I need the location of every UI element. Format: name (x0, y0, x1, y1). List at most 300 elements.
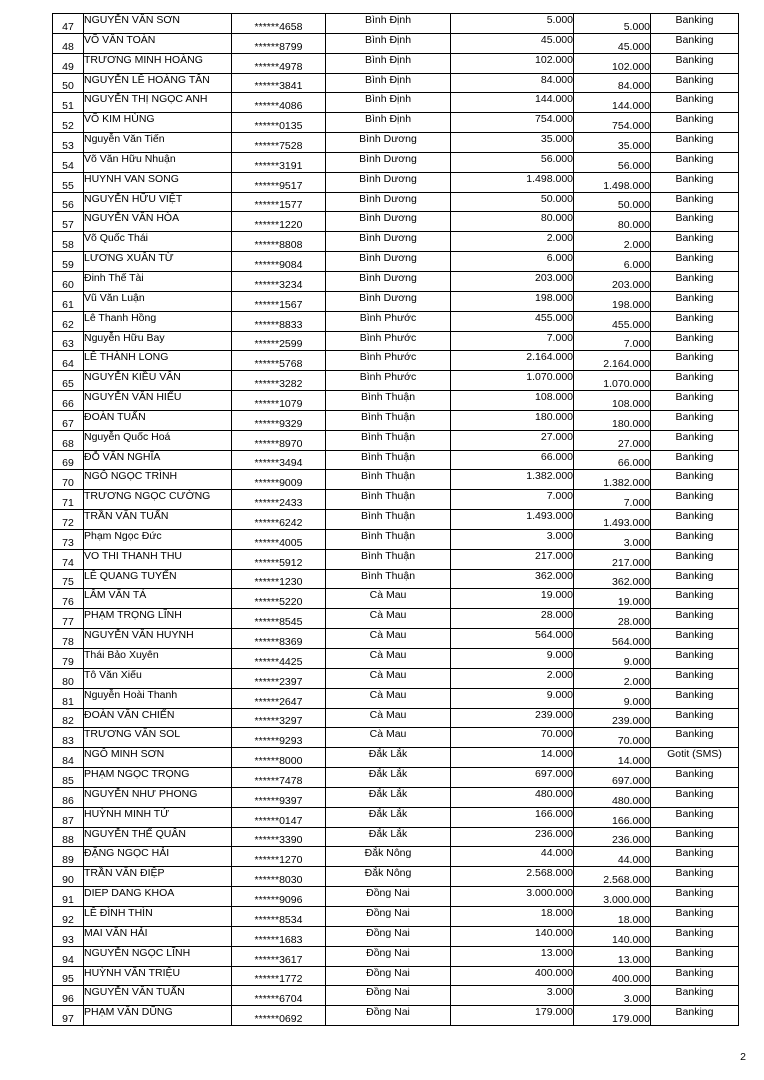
amount-cell: 9.000 (451, 688, 574, 708)
account-number-cell: ******3841 (232, 73, 326, 93)
payment-method-cell: Banking (651, 371, 739, 391)
donor-name-cell: LÊ QUANG TUYẾN (84, 569, 232, 589)
amount-total-cell: 6.000 (574, 252, 651, 272)
payment-method-cell: Banking (651, 510, 739, 530)
table-row (53, 152, 739, 172)
amount-total-cell: 2.000 (574, 232, 651, 252)
amount-cell: 3.000 (451, 986, 574, 1006)
table-row (53, 410, 739, 430)
account-number-cell: ******7478 (232, 768, 326, 788)
row-number-cell: 77 (53, 609, 84, 629)
donor-name-cell: PHẠM TRỌNG LĨNH (84, 609, 232, 629)
table-row (53, 53, 739, 73)
account-number-cell: ******3234 (232, 271, 326, 291)
province-cell: Bình Phước (326, 331, 451, 351)
donor-name-cell: VÕ VĂN TOÀN (84, 33, 232, 53)
amount-cell: 455.000 (451, 311, 574, 331)
donor-name-cell: Nguyễn Hữu Bay (84, 331, 232, 351)
amount-cell: 217.000 (451, 549, 574, 569)
table-row (53, 192, 739, 212)
account-number-cell: ******1079 (232, 391, 326, 411)
payment-method-cell: Banking (651, 93, 739, 113)
table-row (53, 271, 739, 291)
province-cell: Bình Dương (326, 192, 451, 212)
amount-total-cell: 14.000 (574, 748, 651, 768)
province-cell: Cà Mau (326, 649, 451, 669)
donor-name-cell: HUYNH VAN SONG (84, 172, 232, 192)
province-cell: Bình Thuận (326, 549, 451, 569)
province-cell: Bình Thuận (326, 490, 451, 510)
province-cell: Bình Phước (326, 311, 451, 331)
amount-total-cell: 3.000 (574, 986, 651, 1006)
donor-name-cell: Phạm Ngọc Đức (84, 529, 232, 549)
amount-cell: 166.000 (451, 807, 574, 827)
province-cell: Cà Mau (326, 629, 451, 649)
account-number-cell: ******4658 (232, 14, 326, 34)
donor-name-cell: NGUYỄN VĂN HUYNH (84, 629, 232, 649)
account-number-cell: ******9517 (232, 172, 326, 192)
account-number-cell: ******9293 (232, 728, 326, 748)
account-number-cell: ******2397 (232, 668, 326, 688)
table-row (53, 133, 739, 153)
amount-total-cell: 179.000 (574, 1006, 651, 1026)
table-row (53, 470, 739, 490)
table-row (53, 311, 739, 331)
province-cell: Bình Thuận (326, 410, 451, 430)
payment-method-cell: Banking (651, 768, 739, 788)
account-number-cell: ******9329 (232, 410, 326, 430)
table-row (53, 946, 739, 966)
amount-total-cell: 9.000 (574, 688, 651, 708)
donor-name-cell: TRƯƠNG NGỌC CƯỜNG (84, 490, 232, 510)
province-cell: Đắk Nông (326, 867, 451, 887)
payment-method-cell: Banking (651, 847, 739, 867)
payment-method-cell: Banking (651, 53, 739, 73)
table-row (53, 14, 739, 34)
account-number-cell: ******6242 (232, 510, 326, 530)
donor-name-cell: NGUYỄN VĂN SƠN (84, 14, 232, 34)
province-cell: Bình Phước (326, 371, 451, 391)
account-number-cell: ******1270 (232, 847, 326, 867)
amount-cell: 362.000 (451, 569, 574, 589)
account-number-cell: ******8534 (232, 906, 326, 926)
payment-method-cell: Banking (651, 649, 739, 669)
table-row (53, 490, 739, 510)
amount-total-cell: 144.000 (574, 93, 651, 113)
province-cell: Bình Thuận (326, 510, 451, 530)
account-number-cell: ******2599 (232, 331, 326, 351)
account-number-cell: ******0147 (232, 807, 326, 827)
row-number-cell: 53 (53, 133, 84, 153)
account-number-cell: ******3494 (232, 450, 326, 470)
amount-cell: 56.000 (451, 152, 574, 172)
amount-cell: 400.000 (451, 966, 574, 986)
amount-cell: 198.000 (451, 291, 574, 311)
province-cell: Đồng Nai (326, 887, 451, 907)
amount-total-cell: 84.000 (574, 73, 651, 93)
account-number-cell: ******3282 (232, 371, 326, 391)
row-number-cell: 66 (53, 391, 84, 411)
province-cell: Bình Dương (326, 291, 451, 311)
donor-name-cell: ĐỖ VĂN NGHĨA (84, 450, 232, 470)
row-number-cell: 72 (53, 510, 84, 530)
amount-total-cell: 1.382.000 (574, 470, 651, 490)
account-number-cell: ******9096 (232, 887, 326, 907)
account-number-cell: ******1567 (232, 291, 326, 311)
row-number-cell: 63 (53, 331, 84, 351)
province-cell: Cà Mau (326, 728, 451, 748)
province-cell: Đồng Nai (326, 906, 451, 926)
table-row (53, 450, 739, 470)
donor-name-cell: Nguyễn Quốc Hoá (84, 430, 232, 450)
payment-method-cell: Banking (651, 133, 739, 153)
amount-cell: 7.000 (451, 490, 574, 510)
amount-cell: 239.000 (451, 708, 574, 728)
donor-name-cell: DIEP DANG KHOA (84, 887, 232, 907)
donor-name-cell: NGUYỄN HỮU VIỆT (84, 192, 232, 212)
row-number-cell: 81 (53, 688, 84, 708)
province-cell: Bình Định (326, 73, 451, 93)
donor-name-cell: NGUYỄN NGỌC LĨNH (84, 946, 232, 966)
table-row (53, 113, 739, 133)
row-number-cell: 58 (53, 232, 84, 252)
donor-name-cell: NGÔ MINH SƠN (84, 748, 232, 768)
table-row (53, 629, 739, 649)
table-row (53, 291, 739, 311)
amount-total-cell: 66.000 (574, 450, 651, 470)
payment-method-cell: Banking (651, 728, 739, 748)
amount-total-cell: 9.000 (574, 649, 651, 669)
donation-table-body (53, 14, 739, 1026)
row-number-cell: 86 (53, 787, 84, 807)
amount-total-cell: 80.000 (574, 212, 651, 232)
account-number-cell: ******1683 (232, 926, 326, 946)
row-number-cell: 94 (53, 946, 84, 966)
row-number-cell: 85 (53, 768, 84, 788)
donor-name-cell: Võ Văn Hữu Nhuận (84, 152, 232, 172)
page-number: 2 (740, 1051, 746, 1063)
table-row (53, 768, 739, 788)
amount-total-cell: 166.000 (574, 807, 651, 827)
amount-total-cell: 236.000 (574, 827, 651, 847)
payment-method-cell: Banking (651, 529, 739, 549)
payment-method-cell: Banking (651, 906, 739, 926)
donor-name-cell: NGÔ NGỌC TRÌNH (84, 470, 232, 490)
row-number-cell: 59 (53, 252, 84, 272)
amount-cell: 13.000 (451, 946, 574, 966)
row-number-cell: 68 (53, 430, 84, 450)
amount-cell: 1.498.000 (451, 172, 574, 192)
donor-name-cell: VÕ KIM HÙNG (84, 113, 232, 133)
province-cell: Bình Thuận (326, 391, 451, 411)
amount-total-cell: 27.000 (574, 430, 651, 450)
row-number-cell: 93 (53, 926, 84, 946)
table-row (53, 172, 739, 192)
table-row (53, 827, 739, 847)
amount-cell: 102.000 (451, 53, 574, 73)
amount-total-cell: 2.568.000 (574, 867, 651, 887)
amount-total-cell: 50.000 (574, 192, 651, 212)
province-cell: Bình Dương (326, 232, 451, 252)
province-cell: Cà Mau (326, 589, 451, 609)
table-row (53, 252, 739, 272)
province-cell: Đồng Nai (326, 1006, 451, 1026)
amount-total-cell: 400.000 (574, 966, 651, 986)
account-number-cell: ******5912 (232, 549, 326, 569)
amount-total-cell: 19.000 (574, 589, 651, 609)
table-row (53, 529, 739, 549)
payment-method-cell: Banking (651, 827, 739, 847)
amount-total-cell: 217.000 (574, 549, 651, 569)
donor-name-cell: NGUYỄN VĂN TUẤN (84, 986, 232, 1006)
amount-total-cell: 1.493.000 (574, 510, 651, 530)
amount-total-cell: 362.000 (574, 569, 651, 589)
province-cell: Bình Thuận (326, 529, 451, 549)
province-cell: Đồng Nai (326, 926, 451, 946)
payment-method-cell: Banking (651, 152, 739, 172)
payment-method-cell: Banking (651, 271, 739, 291)
row-number-cell: 71 (53, 490, 84, 510)
amount-total-cell: 7.000 (574, 490, 651, 510)
row-number-cell: 55 (53, 172, 84, 192)
province-cell: Đồng Nai (326, 986, 451, 1006)
row-number-cell: 90 (53, 867, 84, 887)
account-number-cell: ******9009 (232, 470, 326, 490)
payment-method-cell: Banking (651, 629, 739, 649)
row-number-cell: 51 (53, 93, 84, 113)
row-number-cell: 87 (53, 807, 84, 827)
account-number-cell: ******8799 (232, 33, 326, 53)
table-row (53, 391, 739, 411)
account-number-cell: ******8970 (232, 430, 326, 450)
province-cell: Bình Định (326, 93, 451, 113)
amount-total-cell: 28.000 (574, 609, 651, 629)
account-number-cell: ******2433 (232, 490, 326, 510)
row-number-cell: 48 (53, 33, 84, 53)
donor-name-cell: PHẠM VĂN DŨNG (84, 1006, 232, 1026)
row-number-cell: 96 (53, 986, 84, 1006)
payment-method-cell: Banking (651, 450, 739, 470)
donor-name-cell: MAI VĂN HẢI (84, 926, 232, 946)
account-number-cell: ******2647 (232, 688, 326, 708)
amount-total-cell: 198.000 (574, 291, 651, 311)
account-number-cell: ******8808 (232, 232, 326, 252)
province-cell: Đắk Lắk (326, 787, 451, 807)
row-number-cell: 52 (53, 113, 84, 133)
payment-method-cell: Banking (651, 807, 739, 827)
table-row (53, 331, 739, 351)
amount-total-cell: 13.000 (574, 946, 651, 966)
amount-total-cell: 1.498.000 (574, 172, 651, 192)
payment-method-cell: Banking (651, 192, 739, 212)
table-row (53, 1006, 739, 1026)
province-cell: Bình Phước (326, 351, 451, 371)
province-cell: Bình Dương (326, 212, 451, 232)
account-number-cell: ******5220 (232, 589, 326, 609)
amount-total-cell: 697.000 (574, 768, 651, 788)
amount-total-cell: 140.000 (574, 926, 651, 946)
payment-method-cell: Banking (651, 1006, 739, 1026)
province-cell: Bình Dương (326, 152, 451, 172)
amount-total-cell: 2.164.000 (574, 351, 651, 371)
account-number-cell: ******3390 (232, 827, 326, 847)
account-number-cell: ******7528 (232, 133, 326, 153)
province-cell: Bình Thuận (326, 430, 451, 450)
donor-name-cell: HUỲNH MINH TỨ (84, 807, 232, 827)
table-row (53, 569, 739, 589)
table-row (53, 906, 739, 926)
payment-method-cell: Banking (651, 569, 739, 589)
account-number-cell: ******0692 (232, 1006, 326, 1026)
amount-cell: 3.000.000 (451, 887, 574, 907)
payment-method-cell: Banking (651, 252, 739, 272)
donation-table (52, 13, 739, 1026)
province-cell: Bình Định (326, 53, 451, 73)
table-row (53, 867, 739, 887)
row-number-cell: 83 (53, 728, 84, 748)
payment-method-cell: Banking (651, 708, 739, 728)
donor-name-cell: ĐOÀN VĂN CHIẾN (84, 708, 232, 728)
amount-cell: 35.000 (451, 133, 574, 153)
account-number-cell: ******8030 (232, 867, 326, 887)
account-number-cell: ******0135 (232, 113, 326, 133)
amount-cell: 27.000 (451, 430, 574, 450)
province-cell: Bình Dương (326, 252, 451, 272)
row-number-cell: 97 (53, 1006, 84, 1026)
payment-method-cell: Banking (651, 867, 739, 887)
table-row (53, 609, 739, 629)
payment-method-cell: Banking (651, 589, 739, 609)
amount-total-cell: 455.000 (574, 311, 651, 331)
payment-method-cell: Banking (651, 212, 739, 232)
amount-cell: 203.000 (451, 271, 574, 291)
donor-name-cell: Lê Thanh Hồng (84, 311, 232, 331)
account-number-cell: ******4978 (232, 53, 326, 73)
row-number-cell: 47 (53, 14, 84, 34)
amount-cell: 84.000 (451, 73, 574, 93)
donor-name-cell: Nguyễn Văn Tiến (84, 133, 232, 153)
account-number-cell: ******8000 (232, 748, 326, 768)
payment-method-cell: Banking (651, 391, 739, 411)
row-number-cell: 49 (53, 53, 84, 73)
province-cell: Cà Mau (326, 688, 451, 708)
table-row (53, 787, 739, 807)
amount-cell: 2.000 (451, 668, 574, 688)
payment-method-cell: Banking (651, 331, 739, 351)
amount-total-cell: 480.000 (574, 787, 651, 807)
amount-cell: 44.000 (451, 847, 574, 867)
payment-method-cell: Banking (651, 787, 739, 807)
account-number-cell: ******8833 (232, 311, 326, 331)
amount-cell: 3.000 (451, 529, 574, 549)
donor-name-cell: TRƯƠNG MINH HOÀNG (84, 53, 232, 73)
table-row (53, 668, 739, 688)
donor-name-cell: LÂM VĂN TÁ (84, 589, 232, 609)
table-row (53, 73, 739, 93)
amount-total-cell: 3.000 (574, 529, 651, 549)
table-row (53, 887, 739, 907)
row-number-cell: 50 (53, 73, 84, 93)
amount-cell: 754.000 (451, 113, 574, 133)
payment-method-cell: Banking (651, 73, 739, 93)
payment-method-cell: Banking (651, 232, 739, 252)
donor-name-cell: LÊ ĐÌNH THÌN (84, 906, 232, 926)
amount-cell: 697.000 (451, 768, 574, 788)
table-row (53, 371, 739, 391)
table-row (53, 986, 739, 1006)
payment-method-cell: Banking (651, 966, 739, 986)
amount-cell: 28.000 (451, 609, 574, 629)
amount-cell: 564.000 (451, 629, 574, 649)
province-cell: Cà Mau (326, 668, 451, 688)
amount-cell: 108.000 (451, 391, 574, 411)
donor-name-cell: HUỲNH VĂN TRIỆU (84, 966, 232, 986)
row-number-cell: 80 (53, 668, 84, 688)
province-cell: Bình Thuận (326, 569, 451, 589)
amount-total-cell: 44.000 (574, 847, 651, 867)
table-row (53, 966, 739, 986)
province-cell: Bình Định (326, 33, 451, 53)
payment-method-cell: Banking (651, 688, 739, 708)
row-number-cell: 88 (53, 827, 84, 847)
amount-total-cell: 108.000 (574, 391, 651, 411)
payment-method-cell: Gotit (SMS) (651, 748, 739, 768)
table-row (53, 926, 739, 946)
donor-name-cell: Nguyễn Hoài Thanh (84, 688, 232, 708)
table-row (53, 688, 739, 708)
donor-name-cell: NGUYỄN THỊ NGỌC ANH (84, 93, 232, 113)
amount-cell: 70.000 (451, 728, 574, 748)
amount-total-cell: 18.000 (574, 906, 651, 926)
row-number-cell: 54 (53, 152, 84, 172)
province-cell: Bình Định (326, 113, 451, 133)
payment-method-cell: Banking (651, 490, 739, 510)
donor-name-cell: Võ Quốc Thái (84, 232, 232, 252)
donor-name-cell: Tô Văn Xiếu (84, 668, 232, 688)
payment-method-cell: Banking (651, 470, 739, 490)
amount-cell: 6.000 (451, 252, 574, 272)
amount-total-cell: 203.000 (574, 271, 651, 291)
donor-name-cell: LƯƠNG XUÂN TỪ (84, 252, 232, 272)
row-number-cell: 61 (53, 291, 84, 311)
province-cell: Đắk Lắk (326, 768, 451, 788)
payment-method-cell: Banking (651, 946, 739, 966)
amount-total-cell: 754.000 (574, 113, 651, 133)
amount-total-cell: 70.000 (574, 728, 651, 748)
amount-cell: 14.000 (451, 748, 574, 768)
account-number-cell: ******3297 (232, 708, 326, 728)
table-row (53, 93, 739, 113)
amount-cell: 66.000 (451, 450, 574, 470)
table-row (53, 748, 739, 768)
table-row (53, 232, 739, 252)
amount-cell: 5.000 (451, 14, 574, 34)
table-row (53, 649, 739, 669)
donor-name-cell: Thái Bảo Xuyên (84, 649, 232, 669)
amount-cell: 9.000 (451, 649, 574, 669)
province-cell: Bình Dương (326, 133, 451, 153)
table-row (53, 807, 739, 827)
amount-cell: 18.000 (451, 906, 574, 926)
province-cell: Bình Thuận (326, 470, 451, 490)
account-number-cell: ******8545 (232, 609, 326, 629)
row-number-cell: 76 (53, 589, 84, 609)
payment-method-cell: Banking (651, 926, 739, 946)
account-number-cell: ******4086 (232, 93, 326, 113)
amount-cell: 2.164.000 (451, 351, 574, 371)
account-number-cell: ******6704 (232, 986, 326, 1006)
payment-method-cell: Banking (651, 609, 739, 629)
